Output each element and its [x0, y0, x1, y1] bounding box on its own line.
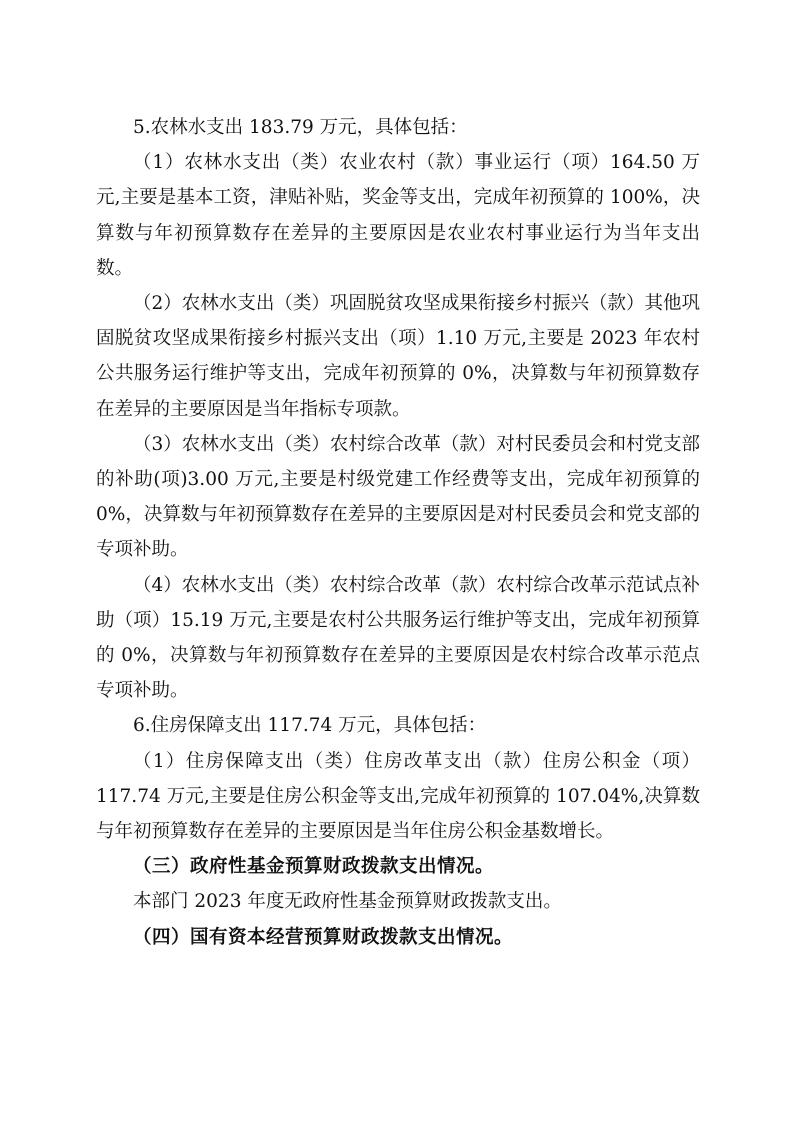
- paragraph-agriculture-total: 5.农林水支出 183.79 万元，具体包括：: [133, 117, 468, 138]
- paragraph-agriculture-item-1: （1）农林水支出（类）农业农村（款）事业运行（项）164.50 万元,主要是基本工资，津贴补贴，奖金等支出，完成年初预算的 100%，决算数与年初预算数存在差异的主要原因是农业农村事业运行为当年支出数。: [96, 152, 700, 279]
- section-heading-state-capital: （四）国有资本经营预算财政拨款支出情况。: [133, 926, 514, 948]
- paragraph-agriculture-item-3: （3）农林水支出（类）农村综合改革（款）对村民委员会和村党支部的补助(项)3.00 万元,主要是村级党建工作经费等支出，完成年初预算的 0%，决算数与年初预算数存在差异的主要原因是对村民委员会和党支部的专项补助。: [96, 433, 700, 561]
- paragraph-agriculture-item-4: （4）农林水支出（类）农村综合改革（款）农村综合改革示范试点补助（项）15.19 万元,主要是农村公共服务运行维护等支出，完成年初预算的 0%，决算数与年初预算数存在差异的主要原因是农村综合改革示范点专项补助。: [96, 574, 700, 702]
- document-page: [96, 110, 700, 955]
- paragraph-housing-total: 6.住房保障支出 117.74 万元，具体包括：: [133, 715, 487, 737]
- paragraph-housing-item-1: （1）住房保障支出（类）住房改革支出（款）住房公积金（项）117.74 万元,主要是住房公积金等支出,完成年初预算的 107.04%,决算数与年初预算数存在差异的主要原因是当年住房公积金基数增长。: [96, 750, 700, 843]
- paragraph-government-fund-none: 本部门 2023 年度无政府性基金预算财政拨款支出。: [133, 891, 562, 913]
- section-heading-government-fund: （三）政府性基金预算财政拨款支出情况。: [133, 856, 495, 878]
- paragraph-agriculture-item-2: （2）农林水支出（类）巩固脱贫攻坚成果衔接乡村振兴（款）其他巩固脱贫攻坚成果衔接乡村振兴支出（项）1.10 万元,主要是 2023 年农村公共服务运行维护等支出，完成年初预算的 0%，决算数与年初预算数存在差异的主要原因是当年指标专项款。: [96, 293, 700, 420]
